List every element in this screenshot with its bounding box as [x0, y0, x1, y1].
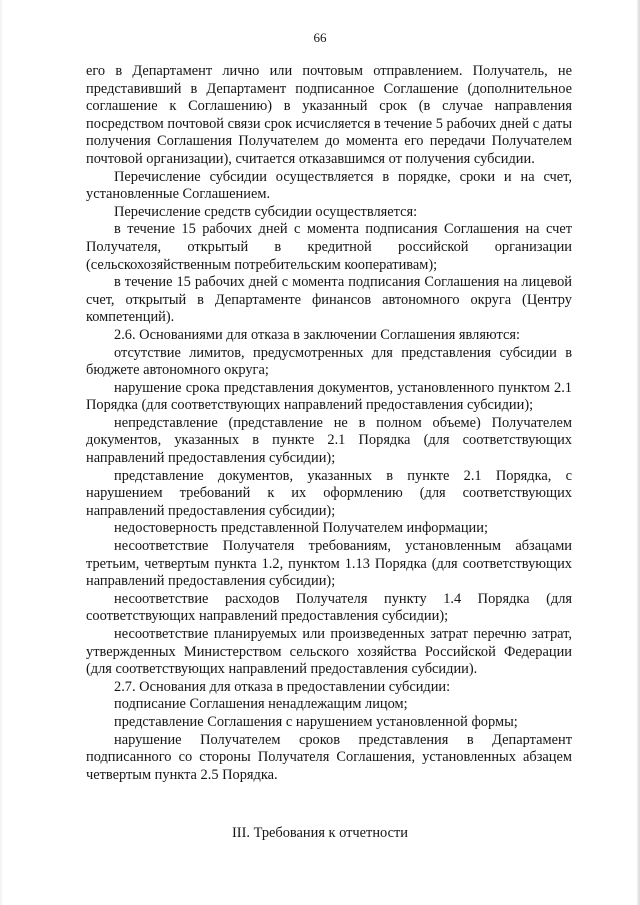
paragraph: недостоверность представленной Получателем информации;: [114, 520, 488, 537]
paragraph: подписание Соглашения ненадлежащим лицом;: [114, 696, 408, 713]
paragraph: 2.7. Основания для отказа в предоставлении субсидии:: [114, 678, 451, 695]
paragraph: отсутствие лимитов, предусмотренных для представления субсидии в бюджете автономного округа;: [86, 344, 572, 379]
paragraph: несоответствие расходов Получателя пункту 1.4 Порядка (для соответствующих направлений предоставления субсидии);: [86, 590, 572, 625]
paragraph: непредставление (представление не в полном объеме) Получателем документов, указанных в пункте 2.1 Порядка (для соответствующих направлений предоставления субсидии);: [86, 414, 572, 467]
section-heading: III. Требования к отчетности: [232, 825, 408, 841]
paragraph: представление документов, указанных в пункте 2.1 Порядка, с нарушением требований к их оформлению (для соответствующих направлений предоставления субсидии);: [86, 467, 572, 519]
paragraph: представление Соглашения с нарушением установленной формы;: [114, 713, 518, 730]
paragraph: нарушение Получателем сроков представления в Департамент подписанного со стороны Получателя Соглашения, установленных абзацем четвертым пункта 2.5 Порядка.: [86, 731, 572, 783]
body-text: [86, 63, 572, 784]
page-number: 66: [313, 30, 327, 45]
paragraph: 2.6. Основаниями для отказа в заключении Соглашения являются:: [114, 326, 520, 343]
paragraph: несоответствие Получателя требованиям, установленным абзацами третьим, четвертым пункта 1.2, пунктом 1.13 Порядка (для соответствующих направлений предоставления субсидии);: [86, 538, 572, 590]
paragraph: Перечисление субсидии осуществляется в порядке, сроки и на счет, установленные Соглашением.: [86, 168, 572, 203]
paragraph: в течение 15 рабочих дней с момента подписания Соглашения на счет Получателя, открытый в кредитной российской организации (сельскохозяйственным потребительским кооперативам);: [86, 221, 572, 273]
paragraph: несоответствие планируемых или произведенных затрат перечню затрат, утвержденных Министерством сельского хозяйства Российской Федерации (для соответствующих направлений предоставления субсидии).: [86, 626, 572, 678]
paragraph: Перечисление средств субсидии осуществляется:: [114, 203, 418, 220]
page-edge-left: [0, 0, 2, 905]
paragraph: в течение 15 рабочих дней с момента подписания Соглашения на лицевой счет, открытый в Департаменте финансов автономного округа (Центру компетенций).: [86, 274, 572, 326]
paragraph: нарушение срока представления документов, установленного пунктом 2.1 Порядка (для соответствующих направлений предоставления субсидии);: [86, 379, 572, 414]
paragraph-continuation: его в Департамент лично или почтовым отправлением. Получатель, не представивший в Департамент подписанное Соглашение (дополнительное соглашение к Соглашению) в указанный срок (в случае направления посредством почтовой связи срок исчисляется в течение 5 рабочих дней с даты получения Соглашения Получателем до момента его передачи Получателем почтовой организации), считается отказавшимся от получения субсидии.: [86, 63, 572, 167]
